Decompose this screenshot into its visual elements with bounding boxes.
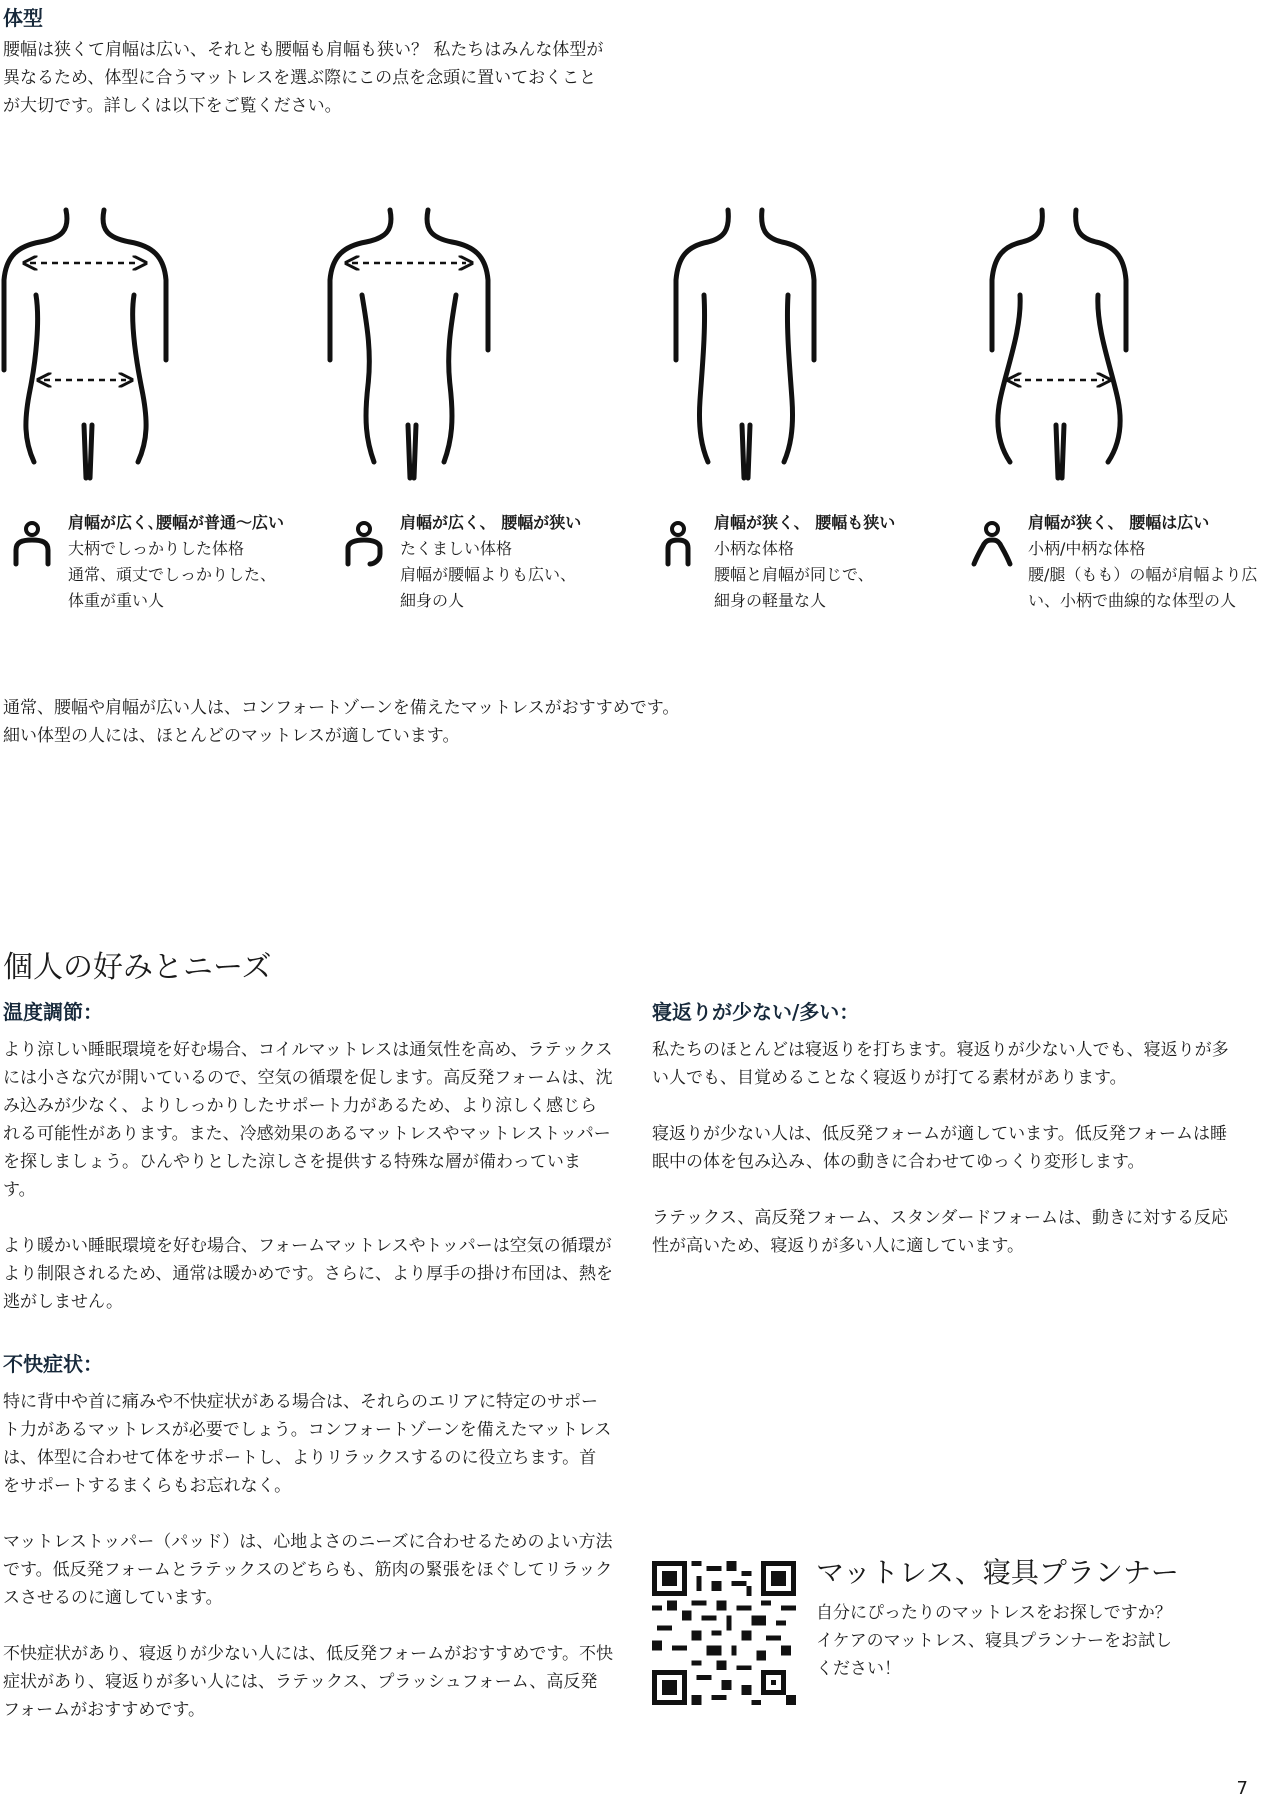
note-line: 細い体型の人には、ほとんどのマットレスが適しています。 <box>3 726 460 746</box>
body-type-heading: 体型 <box>3 6 43 30</box>
person-athletic-icon <box>342 520 386 568</box>
body-figure-slim <box>648 200 848 490</box>
body-type-line: 体重が重い人 <box>68 591 165 610</box>
body-type-line: 細身の軽量な人 <box>714 591 827 610</box>
body-type-line: 腰幅と肩幅が同じで、 <box>714 565 874 584</box>
body-type-title: 肩幅が広く、 腰幅が狭い <box>400 513 582 532</box>
body-type-line: 通常、頑丈でしっかりした、 <box>68 565 277 584</box>
discomfort-heading: 不快症状： <box>3 1352 103 1376</box>
paragraph: より涼しい睡眠環境を好む場合、コイルマットレスは通気性を高め、ラテックスには小さな穴が開いているので、空気の循環を促します。高反発フォームは、沈み込みが少なく、よりしっかりしたサポート力があるため、より涼しく感じられる可能性があります。また、冷感効果のあるマットレスやマットレストッパーを探しましょう。ひんやりとした涼しさを提供する特殊な層が備わっています。 <box>3 1040 613 1200</box>
paragraph: 特に背中や首に痛みや不快症状がある場合は、それらのエリアに特定のサポート力があるマットレスが必要でしょう。コンフォートゾーンを備えたマットレスは、体型に合わせて体をサポートし、よりリラックスするのに役立ちます。首をサポートするまくらもお忘れなく。 <box>3 1392 612 1496</box>
body-type-line: 小柄/中柄な体格 <box>1028 539 1146 558</box>
paragraph: ラテックス、高反発フォーム、スタンダードフォームは、動きに対する反応性が高いため、寝返りが多い人に適しています。 <box>652 1208 1228 1256</box>
planner-line: 自分にぴったりのマットレスをお探しですか？ <box>816 1603 1172 1623</box>
body-type-line: 細身の人 <box>400 591 465 610</box>
body-type-line: たくましい体格 <box>400 539 513 558</box>
body-type-line: 大柄でしっかりした体格 <box>68 539 245 558</box>
discomfort-body <box>3 1388 613 1724</box>
preferences-heading: 個人の好みとニーズ <box>3 950 272 985</box>
movement-heading: 寝返りが少ない/多い： <box>652 1000 860 1024</box>
body-figure-athletic <box>324 200 524 490</box>
temperature-heading: 温度調節： <box>3 1000 103 1024</box>
body-type-line: 肩幅が腰幅よりも広い、 <box>400 565 577 584</box>
body-type-line: 小柄な体格 <box>714 539 795 558</box>
movement-body <box>652 1036 1232 1260</box>
body-figure-large <box>0 200 200 490</box>
note-line: 通常、腰幅や肩幅が広い人は、コンフォートゾーンを備えたマットレスがおすすめです。 <box>3 698 680 718</box>
body-type-line: 腰/腿（もも）の幅が肩幅より広 <box>1028 565 1258 584</box>
body-type-title: 肩幅が広く､腰幅が普通〜広い <box>68 513 285 532</box>
person-large-icon <box>10 520 54 568</box>
body-type-intro: 腰幅は狭くて肩幅は広い、それとも腰幅も肩幅も狭い？ 私たちはみんな体型が異なるため、体型に合うマットレスを選ぶ際にこの点を念頭に置いておくことが大切です。詳しくは以下をご覧ください。 <box>3 40 604 116</box>
paragraph: マットレストッパー（パッド）は、心地よさのニーズに合わせるためのよい方法です。低反発フォームとラテックスのどちらも、筋肉の緊張をほぐしてリラックスさせるのに適しています。 <box>3 1532 613 1608</box>
paragraph: 不快症状があり、寝返りが少ない人には、低反発フォームがおすすめです。不快症状があり、寝返りが多い人には、ラテックス、プラッシュフォーム、高反発フォームがおすすめです。 <box>3 1644 613 1720</box>
body-figure-curvy <box>972 200 1172 490</box>
planner-title: マットレス、寝具プランナー <box>816 1556 1179 1589</box>
planner-line: イケアのマットレス、寝具プランナーをお試し <box>816 1631 1172 1651</box>
body-type-notes <box>3 694 679 750</box>
body-type-title: 肩幅が狭く、 腰幅も狭い <box>714 513 896 532</box>
planner-line: ください！ <box>816 1659 901 1679</box>
body-type-title: 肩幅が狭く、 腰幅は広い <box>1028 513 1210 532</box>
paragraph: 寝返りが少ない人は、低反発フォームが適しています。低反発フォームは睡眠中の体を包み込み、体の動きに合わせてゆっくり変形します。 <box>652 1124 1227 1172</box>
planner-description <box>816 1599 1172 1683</box>
paragraph: 私たちのほとんどは寝返りを打ちます。寝返りが少ない人でも、寝返りが多い人でも、目覚めることなく寝返りが打てる素材があります。 <box>652 1040 1229 1088</box>
page-number: 7 <box>1236 1778 1248 1799</box>
person-curvy-icon <box>970 520 1014 568</box>
paragraph: より暖かい睡眠環境を好む場合、フォームマットレスやトッパーは空気の循環がより制限されるため、通常は暖かめです。さらに、より厚手の掛け布団は、熱を逃がしません。 <box>3 1236 613 1312</box>
body-type-line: い、小柄で曲線的な体型の人 <box>1028 591 1237 610</box>
temperature-body <box>3 1036 613 1316</box>
person-slim-icon <box>656 520 700 568</box>
planner-qr-code[interactable] <box>652 1561 796 1705</box>
